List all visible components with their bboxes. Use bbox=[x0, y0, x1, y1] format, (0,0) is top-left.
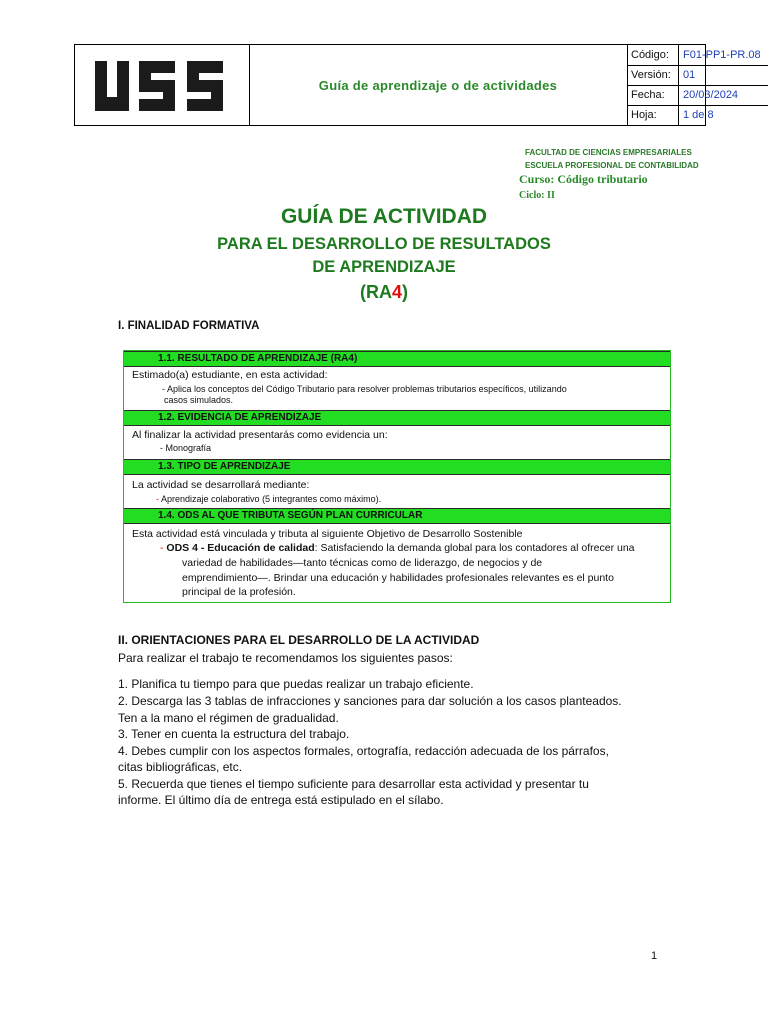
band3-item bbox=[156, 494, 381, 504]
ra-label bbox=[0, 282, 768, 303]
meta-sheet-row bbox=[627, 105, 768, 125]
ra-open: (RA bbox=[359, 282, 392, 302]
band4-dash: - bbox=[160, 542, 164, 554]
meta-block bbox=[627, 45, 761, 125]
band-evidence: 1.2. EVIDENCIA DE APRENDIZAJE bbox=[124, 410, 670, 426]
band1-item: - Aplica los conceptos del Código Tributario para resolver problemas tributarios específicos, utilizando bbox=[162, 384, 567, 394]
step-line: 1. Planifica tu tiempo para que puedas realizar un trabajo eficiente. bbox=[118, 677, 474, 691]
band3-intro: La actividad se desarrollará mediante: bbox=[132, 479, 310, 491]
learning-outcomes-table bbox=[123, 350, 671, 603]
section-2-heading: II. ORIENTACIONES PARA EL DESARROLLO DE LA ACTIVIDAD bbox=[118, 633, 480, 647]
page-subtitle-1: PARA EL DESARROLLO DE RESULTADOS bbox=[217, 235, 551, 253]
cycle-label: Ciclo: II bbox=[519, 190, 555, 201]
ra-number: 4 bbox=[391, 282, 402, 302]
band4-ods-line3: emprendimiento—. Brindar una educación y habilidades profesionales relevantes es el punto bbox=[182, 572, 614, 584]
faculty-name: FACULTAD DE CIENCIAS EMPRESARIALES bbox=[525, 148, 692, 157]
page-number: 1 bbox=[651, 950, 658, 962]
band1-intro: Estimado(a) estudiante, en esta actividad: bbox=[132, 369, 328, 381]
meta-value: 20/03/2024 bbox=[683, 89, 739, 101]
meta-value: F01-PP1-PR.08 bbox=[683, 49, 761, 61]
band-learning-type: 1.3. TIPO DE APRENDIZAJE bbox=[124, 459, 670, 475]
school-name: ESCUELA PROFESIONAL DE CONTABILIDAD bbox=[525, 161, 699, 170]
logo-cell bbox=[75, 45, 250, 125]
document-type-cell bbox=[249, 45, 628, 125]
step-line: 5. Recuerda que tienes el tiempo suficiente para desarrollar esta actividad y presentar tu bbox=[118, 777, 589, 791]
band-ods: 1.4. ODS AL QUE TRIBUTA SEGÚN PLAN CURRICULAR bbox=[124, 508, 670, 524]
meta-label: Código: bbox=[627, 45, 679, 65]
band4-ods-text: : Satisfaciendo la demanda global para los contadores al ofrecer una bbox=[314, 542, 635, 554]
step-line: 4. Debes cumplir con los aspectos formales, ortografía, redacción adecuada de los párrafos, bbox=[118, 744, 609, 758]
meta-label: Hoja: bbox=[627, 105, 679, 125]
band4-ods-line4: principal de la profesión. bbox=[182, 586, 296, 598]
ra-close: ) bbox=[402, 282, 408, 302]
step-line: informe. El último día de entrega está estipulado en el sílabo. bbox=[118, 793, 444, 807]
section-1-heading: I. FINALIDAD FORMATIVA bbox=[118, 320, 260, 332]
meta-label: Versión: bbox=[627, 65, 679, 85]
band4-ods-line2: variedad de habilidades—tanto técnicas como de liderazgo, de negocios y de bbox=[182, 557, 543, 569]
meta-value: 1 de 8 bbox=[683, 109, 714, 121]
step-line: citas bibliográficas, etc. bbox=[118, 760, 243, 774]
band3-item-text: Aprendizaje colaborativo (5 integrantes como máximo). bbox=[159, 494, 382, 504]
step-line: Ten a la mano el régimen de gradualidad. bbox=[118, 711, 339, 725]
document-type-title: Guía de aprendizaje o de actividades bbox=[318, 77, 558, 93]
band2-item: - Monografía bbox=[160, 443, 212, 453]
page-subtitle-2: DE APRENDIZAJE bbox=[312, 258, 456, 276]
band4-ods-title: ODS 4 - Educación de calidad bbox=[163, 542, 315, 554]
band4-ods-line bbox=[160, 542, 635, 554]
course-name: Curso: Código tributario bbox=[519, 172, 648, 186]
band4-intro: Esta actividad está vinculada y tributa al siguiente Objetivo de Desarrollo Sostenible bbox=[132, 528, 523, 540]
uss-logo bbox=[93, 59, 229, 113]
band2-intro: Al finalizar la actividad presentarás como evidencia un: bbox=[132, 429, 388, 441]
document-header bbox=[74, 44, 761, 126]
band-learning-result: 1.1. RESULTADO DE APRENDIZAJE (RA4) bbox=[124, 351, 670, 367]
meta-version-row bbox=[627, 65, 768, 86]
band3-dash: - bbox=[156, 494, 159, 504]
meta-value: 01 bbox=[683, 69, 696, 81]
step-line: 2. Descarga las 3 tablas de infracciones y sanciones para dar solución a los casos planteados. bbox=[118, 694, 622, 708]
page-title: GUÍA DE ACTIVIDAD bbox=[280, 205, 488, 228]
meta-label: Fecha: bbox=[627, 85, 679, 105]
meta-date-row bbox=[627, 85, 768, 106]
step-line: 3. Tener en cuenta la estructura del trabajo. bbox=[118, 727, 350, 741]
section-2-intro: Para realizar el trabajo te recomendamos los siguientes pasos: bbox=[118, 651, 453, 665]
band1-item-cont: casos simulados. bbox=[164, 395, 234, 405]
meta-code-row bbox=[627, 45, 768, 66]
